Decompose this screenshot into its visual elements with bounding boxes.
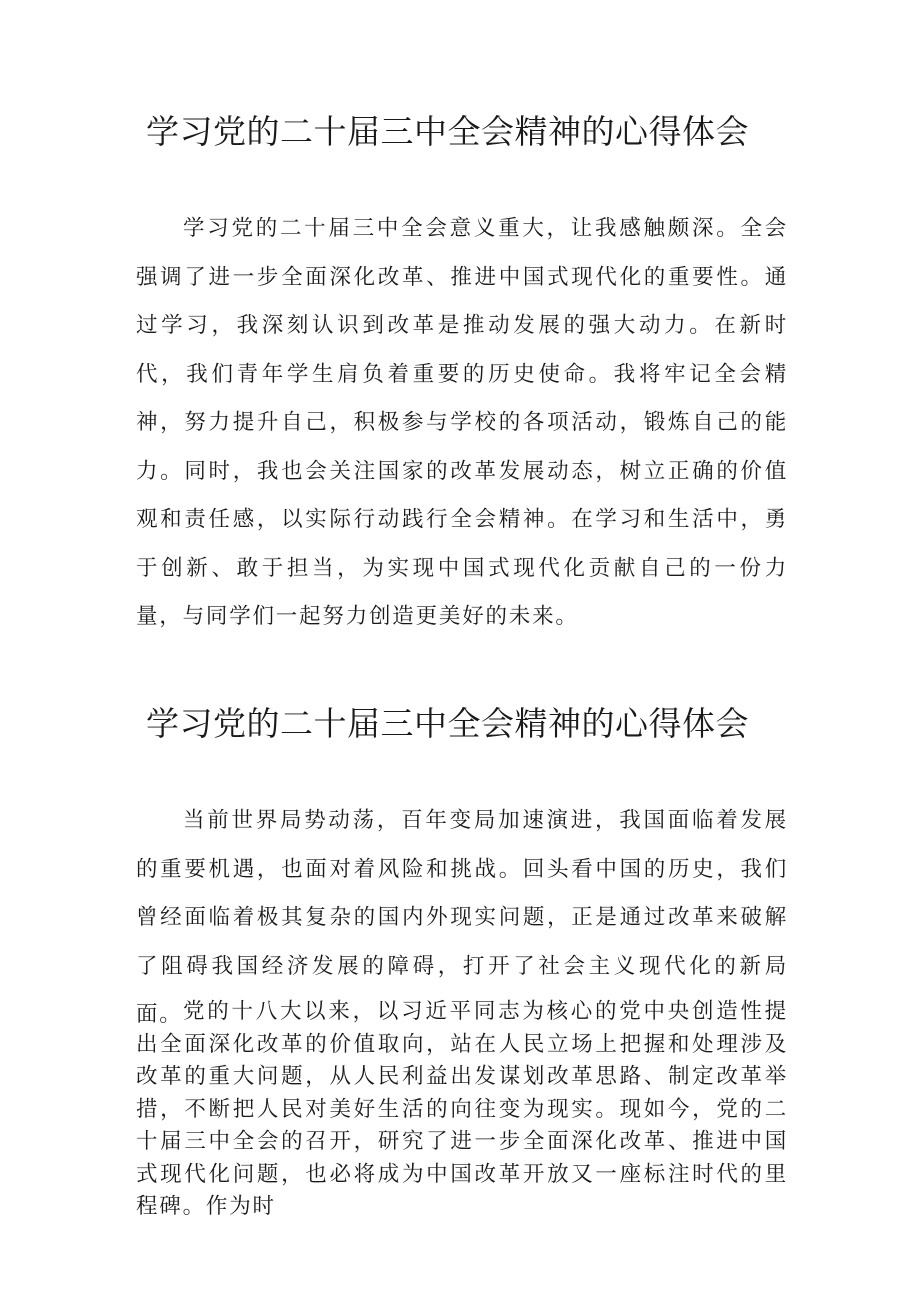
body-paragraph: 党的十八大以来，以习近平同志为核心的党中央创造性提出全面深化改革的价值取向，站在人民立场上把握和处理涉及改革的重大问题，从人民利益出发谋划改革思路、制定改革举措，不断把人民对美好生活的向往变为现实。现如今，党的二十届三中全会的召开，研究了进一步全面深化改革、推进中国式现代化问题，也必将成为中国改革开放又一座标注时代的里程碑。作为时 <box>136 999 788 1219</box>
body-paragraph: 当前世界局势动荡，百年变局加速演进，我国面临着发展的重要机遇，也面对着风险和挑战。回头看中国的历史，我们曾经面临着极其复杂的国内外现实问题，正是通过改革来破解了阻碍我国经济发展的障碍，打开了社会主义现代化的新局面。 <box>136 808 788 1027</box>
body-paragraph: 学习党的二十届三中全会意义重大，让我感触颇深。全会强调了进一步全面深化改革、推进中国式现代化的重要性。通过学习，我深刻认识到改革是推动发展的强大动力。在新时代，我们青年学生肩负着重要的历史使命。我将牢记全会精神，努力提升自己，积极参与学校的各项活动，锻炼自己的能力。同时，我也会关注国家的改革发展动态，树立正确的价值观和责任感，以实际行动践行全会精神。在学习和生活中，勇于创新、敢于担当，为实现中国式现代化贡献自己的一份力量，与同学们一起努力创造更美好的未来。 <box>136 216 788 629</box>
section-title: 学习党的二十届三中全会精神的心得体会 <box>146 112 749 151</box>
section-title: 学习党的二十届三中全会精神的心得体会 <box>146 704 749 743</box>
